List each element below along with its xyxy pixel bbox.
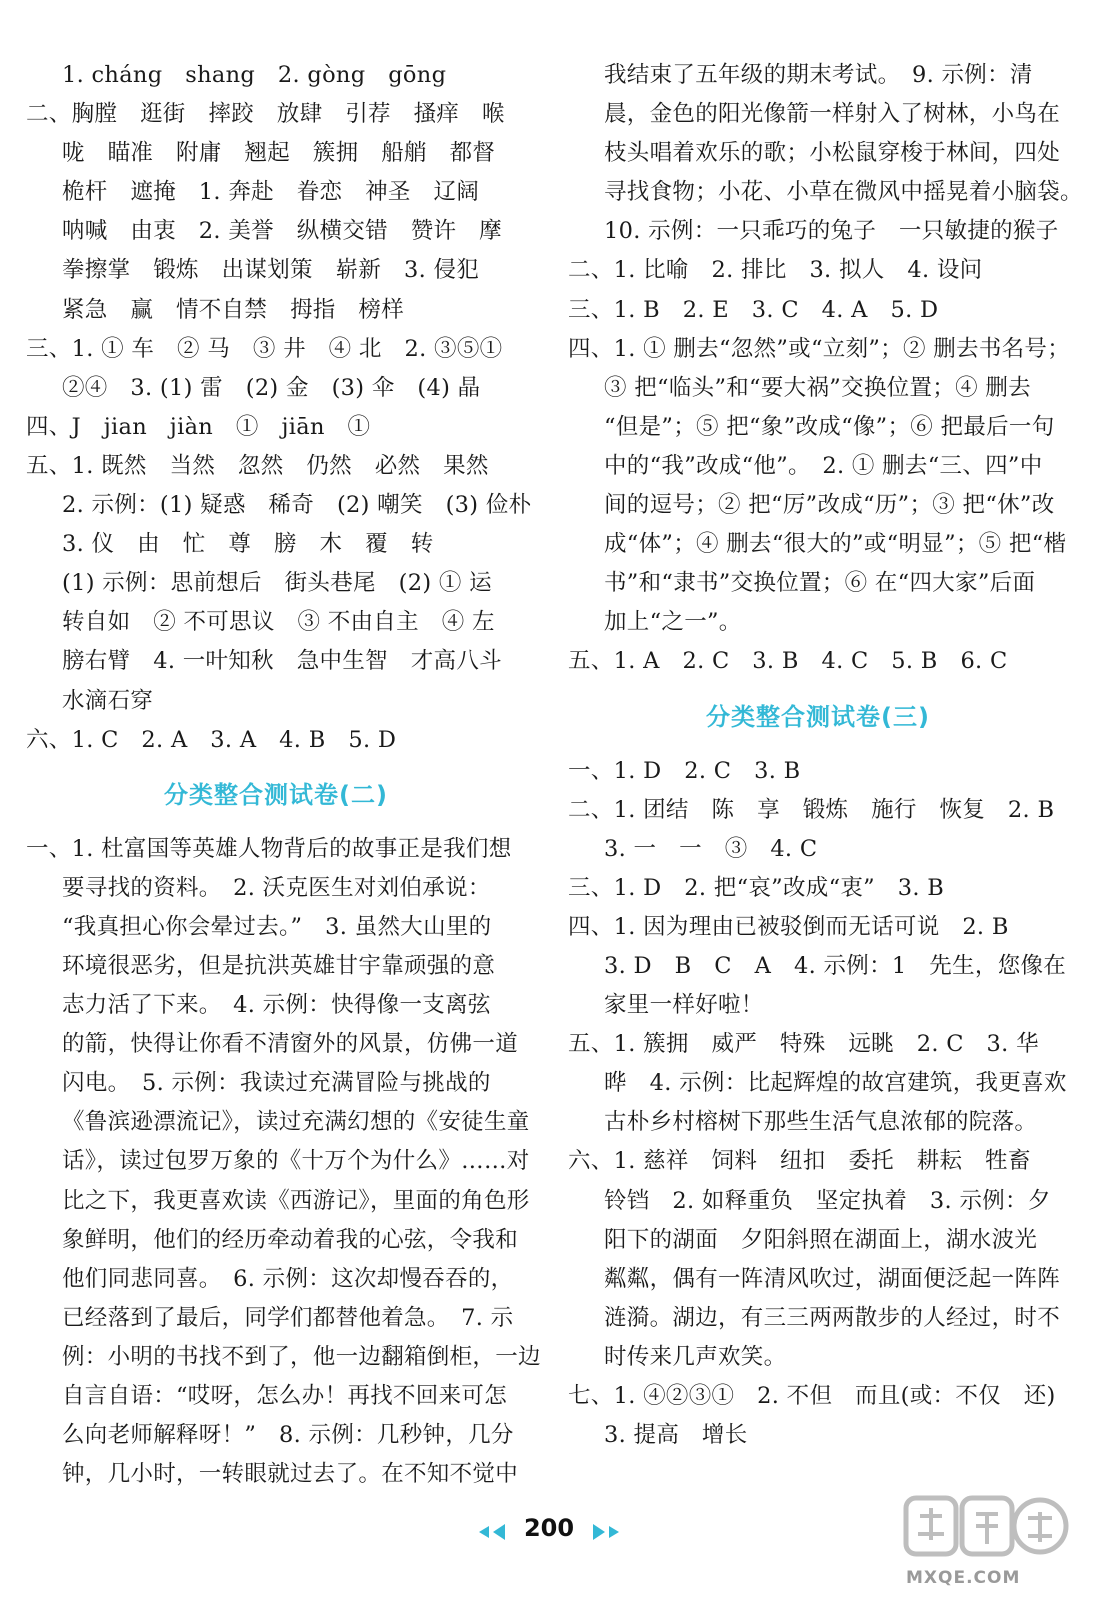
answer-line: 转自如 ② 不可思议 ③ 不由自主 ④ 左 xyxy=(62,609,495,636)
answer-line: (1) 示例：思前想后 街头巷尾 (2) ① 运 xyxy=(62,570,492,597)
answer-line: 古朴乡村榕树下那些生活气息浓郁的院落。 xyxy=(604,1109,1038,1136)
answer-line: 家里一样好啦！ xyxy=(604,992,764,1019)
answer-line: 三、1. ① 车 ② 马 ③ 井 ④ 北 2. ③⑤① xyxy=(26,335,503,362)
answer-line: 3. 仪 由 忙 尊 膀 木 覆 转 xyxy=(62,531,434,558)
watermark-text: MXQE.COM xyxy=(906,1568,1021,1588)
answer-line: 六、1. C 2. A 3. A 4. B 5. D xyxy=(26,726,397,753)
answer-line: 我结束了五年级的期末考试。 9. 示例：清 xyxy=(604,62,1033,88)
answer-line: 的箭，快得让你看不清窗外的风景，仿佛一道 xyxy=(62,1031,519,1058)
answer-line: 三、1. D 2. 把“哀”改成“衷” 3. B xyxy=(568,874,945,901)
answer-line: 粼粼，偶有一阵清风吹过，湖面便泛起一阵阵 xyxy=(604,1265,1061,1292)
answer-line: 比之下，我更喜欢读《西游记》，里面的角色形 xyxy=(62,1187,530,1214)
answer-line: 呐喊 由衷 2. 美誉 纵横交错 赞许 摩 xyxy=(62,218,502,245)
answer-line: 五、1. A 2. C 3. B 4. C 5. B 6. C xyxy=(568,648,1008,675)
answer-line: 晔 4. 示例：比起辉煌的故宫建筑，我更喜欢 xyxy=(604,1070,1067,1097)
answer-line: 阳下的湖面 夕阳斜照在湖面上，湖水波光 xyxy=(604,1226,1038,1253)
answer-line: 时传来几声欢笑。 xyxy=(604,1343,787,1370)
answer-line: 紧急 赢 情不自禁 拇指 榜样 xyxy=(62,296,405,323)
answer-line: 间的逗号；② 把“厉”改成“历”；③ 把“休”改 xyxy=(604,492,1055,519)
answer-line: ②④ 3. (1) 雷 (2) 金 (3) 伞 (4) 晶 xyxy=(62,374,481,401)
section-title: 分类整合测试卷(二) xyxy=(164,780,388,809)
left-column xyxy=(26,56,541,1494)
answer-line: 水滴石穿 xyxy=(62,687,154,714)
answer-line: 他们同悲同喜。 6. 示例：这次却慢吞吞的， xyxy=(62,1265,514,1292)
answer-line: 环境很恶劣，但是抗洪英雄甘宇靠顽强的意 xyxy=(62,952,496,979)
answer-line: 《鲁滨逊漂流记》，读过充满幻想的《安徒生童 xyxy=(62,1109,530,1136)
answer-line: 3. D B C A 4. 示例：1 先生，您像在 xyxy=(604,952,1067,979)
answer-line: 3. 一 一 ③ 4. C xyxy=(604,835,818,862)
answer-line: 么向老师解释呀！” 8. 示例：几秒钟，几分 xyxy=(62,1422,514,1449)
answer-line: 一、1. 杜富国等英雄人物背后的故事正是我们想 xyxy=(26,835,512,862)
answer-line: 寻找食物；小花、小草在微风中摇晃着小脑袋。 xyxy=(604,179,1083,206)
answer-line: 加上“之一”。 xyxy=(604,609,742,636)
answer-line: “但是”；⑤ 把“象”改成“像”；⑥ 把最后一句 xyxy=(604,413,1055,440)
answer-line: ③ 把“临头”和“要大祸”交换位置；④ 删去 xyxy=(604,374,1031,401)
answer-line: 话》，读过包罗万象的《十万个为什么》……对 xyxy=(62,1148,530,1175)
answer-line: 中的“我”改成“他”。 2. ① 删去“三、四”中 xyxy=(604,452,1043,479)
page-number: 200 xyxy=(523,1514,575,1542)
answer-line: 一、1. D 2. C 3. B xyxy=(568,757,801,784)
answer-line: 枝头唱着欢乐的歌；小松鼠穿梭于林间，四处 xyxy=(604,140,1061,167)
answer-line: 二、1. 比喻 2. 排比 3. 拟人 4. 设问 xyxy=(568,257,983,284)
next-arrows-icon xyxy=(589,1524,623,1540)
answer-line: 成“体”；④ 删去“很大的”或“明显”；⑤ 把“楷 xyxy=(604,531,1067,558)
answer-line: 2. 示例：(1) 疑惑 稀奇 (2) 嘲笑 (3) 俭朴 xyxy=(62,492,532,519)
answer-line: 钟，几小时，一转眼就过去了。在不知不觉中 xyxy=(62,1461,519,1488)
answer-line: 3. 提高 增长 xyxy=(604,1422,748,1449)
answer-line: 七、1. ④②③① 2. 不但 而且(或：不仅 还) xyxy=(568,1383,1056,1409)
answer-line: 五、1. 既然 当然 忽然 仍然 必然 果然 xyxy=(26,452,489,479)
answer-line: 自言自语：“哎呀，怎么办！再找不回来可怎 xyxy=(62,1383,508,1409)
answer-line: 三、1. B 2. E 3. C 4. A 5. D xyxy=(568,296,939,323)
answer-line: 五、1. 簇拥 威严 特殊 远眺 2. C 3. 华 xyxy=(568,1031,1039,1058)
answer-line: 志力活了下来。 4. 示例：快得像一支离弦 xyxy=(62,992,491,1019)
answer-line: 铃铛 2. 如释重负 坚定执着 3. 示例：夕 xyxy=(604,1187,1051,1214)
answer-line: 四、1. ① 删去“忽然”或“立刻”；② 删去书名号； xyxy=(568,335,1071,362)
answer-line: 拳擦掌 锻炼 出谋划策 崭新 3. 侵犯 xyxy=(62,257,480,284)
answer-line: 闪电。 5. 示例：我读过充满冒险与挑战的 xyxy=(62,1070,491,1097)
answer-line: 象鲜明，他们的经历牵动着我的心弦，令我和 xyxy=(62,1226,519,1253)
answer-line: 晨，金色的阳光像箭一样射入了树林，小鸟在 xyxy=(604,101,1061,128)
answer-line: 已经落到了最后，同学们都替他着急。 7. 示 xyxy=(62,1304,514,1331)
answer-line: 四、1. 因为理由已被驳倒而无话可说 2. B xyxy=(568,913,1009,940)
answer-line: 例：小明的书找不到了，他一边翻箱倒柜，一边 xyxy=(62,1343,541,1370)
prev-arrows-icon xyxy=(475,1524,509,1540)
answer-line: 二、1. 团结 陈 享 锻炼 施行 恢复 2. B xyxy=(568,796,1055,823)
right-column xyxy=(568,56,1083,1455)
answer-line: “我真担心你会晕过去。” 3. 虽然大山里的 xyxy=(62,913,492,940)
answer-line: 涟漪。湖边，有三三两两散步的人经过，时不 xyxy=(604,1304,1061,1331)
section-title: 分类整合测试卷(三) xyxy=(706,702,930,731)
answer-line: 膀右臂 4. 一叶知秋 急中生智 才高八斗 xyxy=(62,648,502,675)
answer-line: 要寻找的资料。 2. 沃克医生对刘伯承说： xyxy=(62,874,491,901)
answer-line: 1. cháng shang 2. gòng gōng xyxy=(62,62,447,88)
answer-line: 10. 示例：一只乖巧的兔子 一只敏捷的猴子 xyxy=(604,218,1059,245)
answer-line: 四、J jian jiàn ① jiān ① xyxy=(26,413,371,440)
answer-line: 六、1. 慈祥 饲料 纽扣 委托 耕耘 牲畜 xyxy=(568,1148,1031,1175)
answer-line: 书”和“隶书”交换位置；⑥ 在“四大家”后面 xyxy=(604,570,1036,597)
answer-line: 咙 瞄准 附庸 翘起 簇拥 船艄 都督 xyxy=(62,140,496,167)
answer-line: 桅杆 遮掩 1. 奔赴 眷恋 神圣 辽阔 xyxy=(62,179,480,206)
answer-line: 二、胸膛 逛街 摔跤 放肆 引荐 搔痒 喉 xyxy=(26,101,505,128)
